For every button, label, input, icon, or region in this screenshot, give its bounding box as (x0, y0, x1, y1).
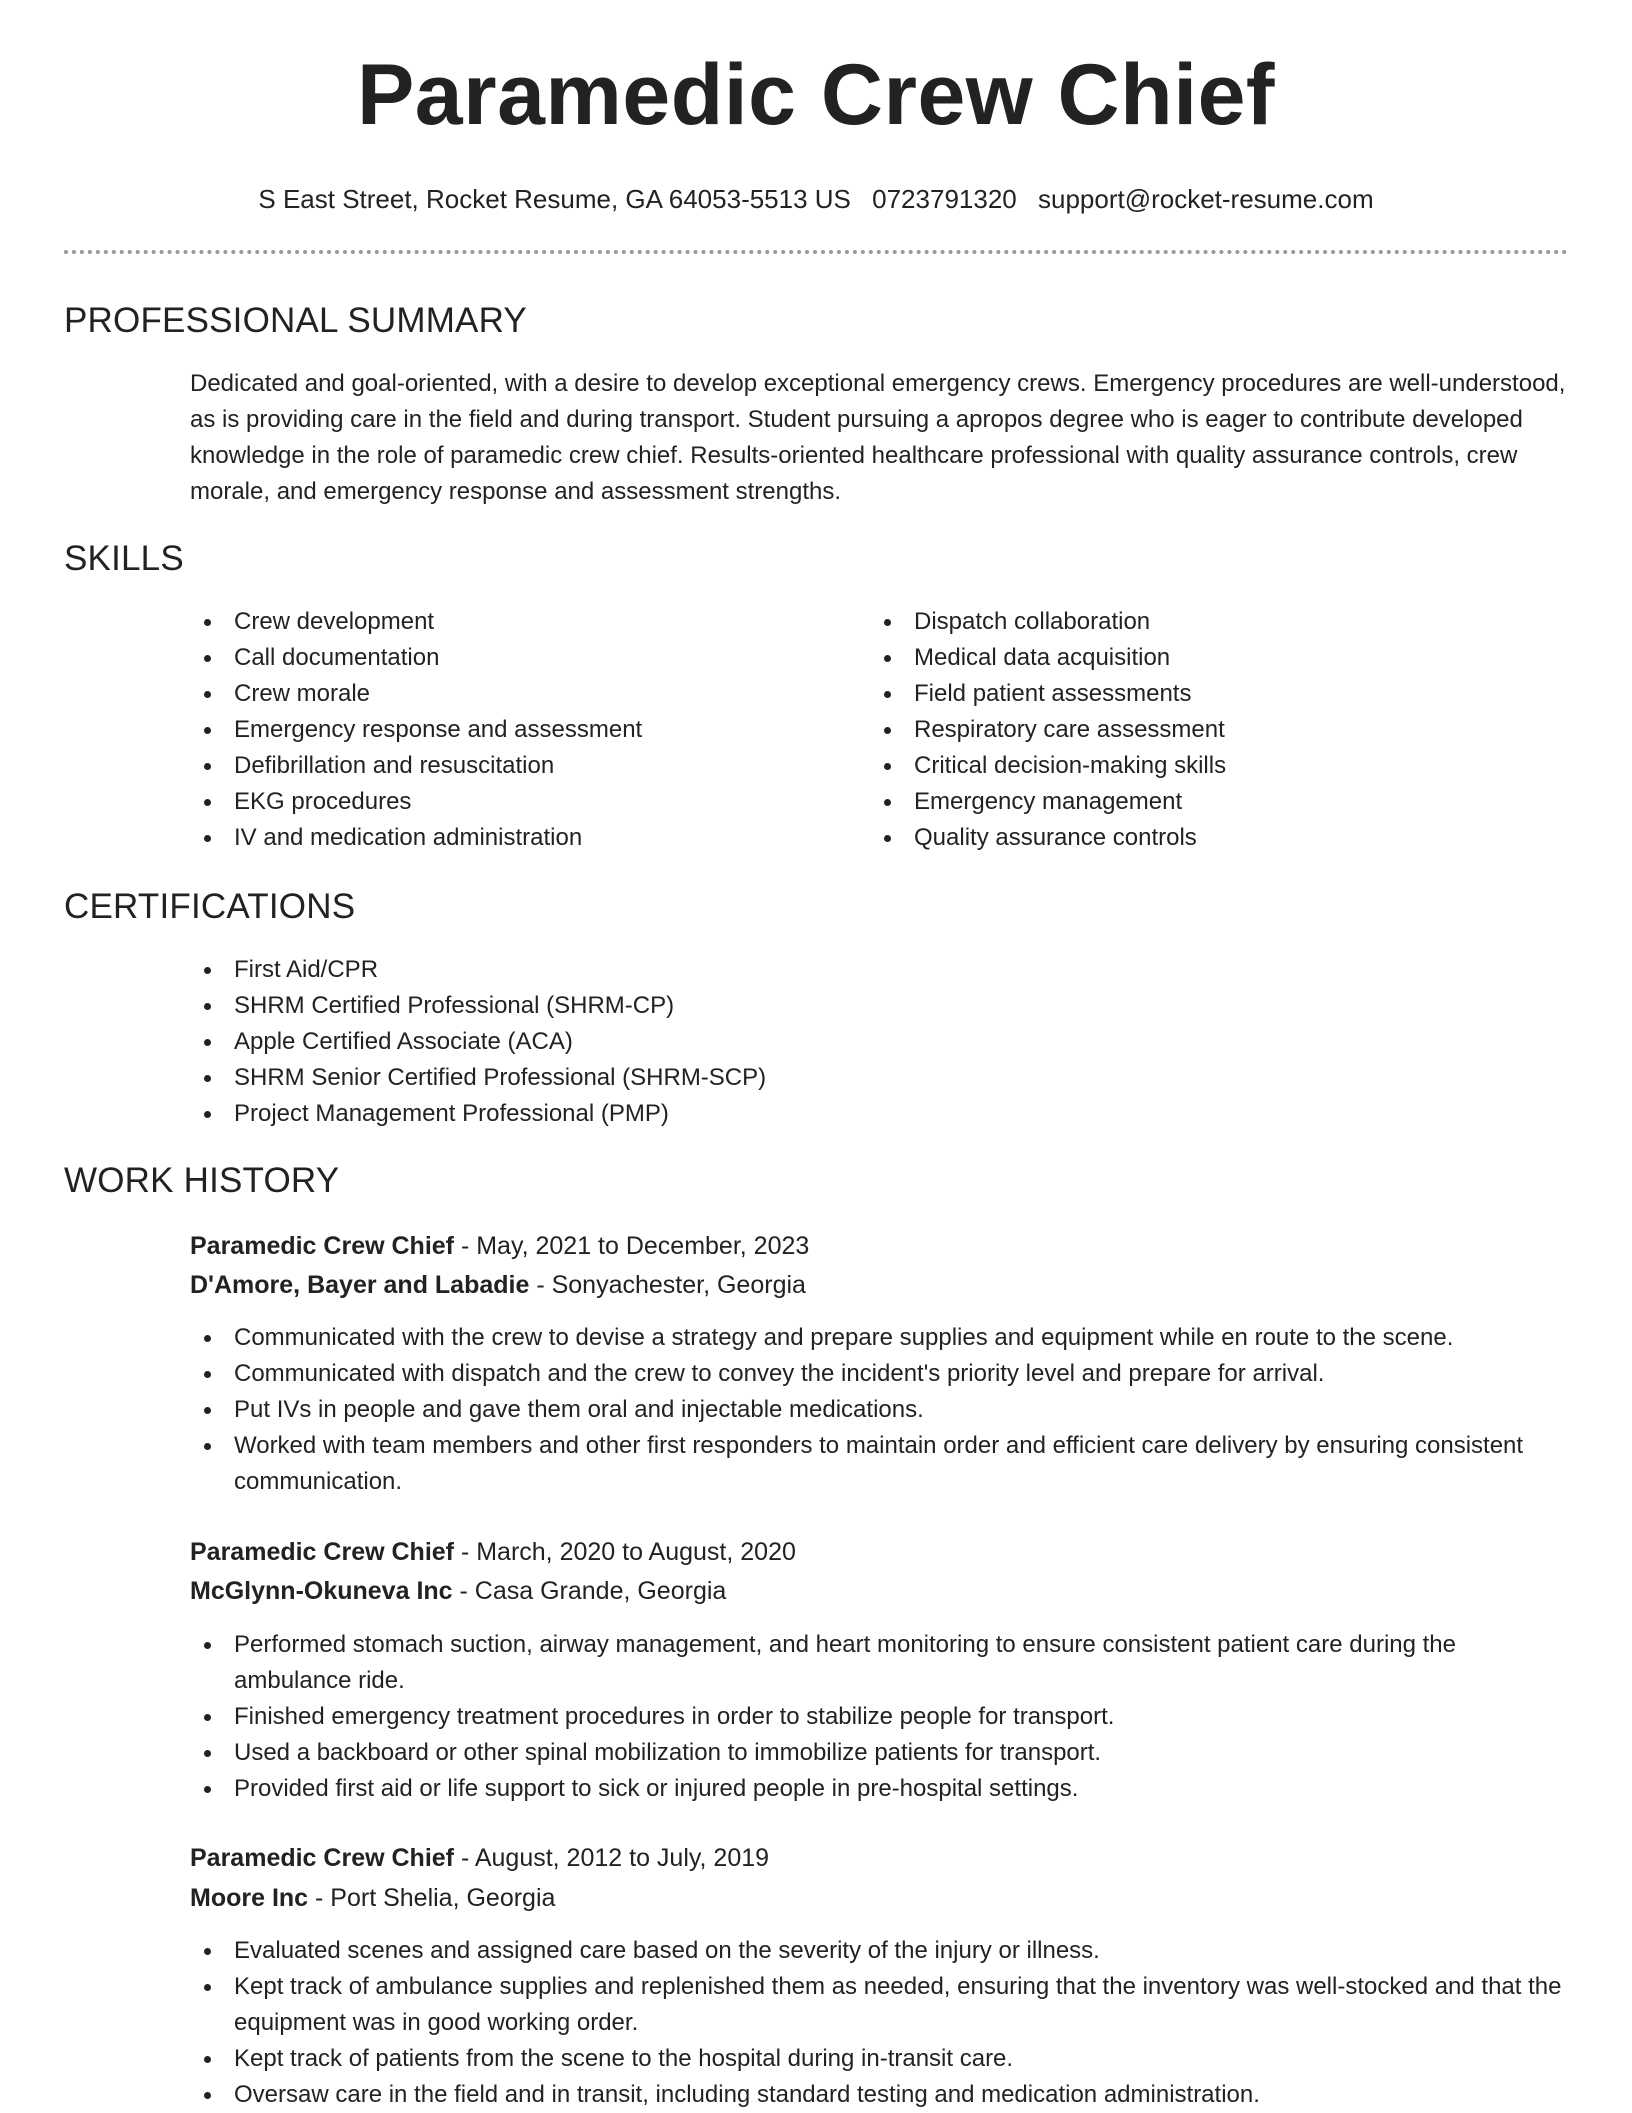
list-item: Emergency management (870, 784, 1530, 820)
list-item: Crew morale (190, 676, 850, 712)
list-item: Kept track of patients from the scene to the hospital during in-transit care. (190, 2041, 1570, 2077)
contact-address: S East Street, Rocket Resume, GA 64053-5513 US (258, 184, 851, 214)
job-dates: - March, 2020 to August, 2020 (454, 1538, 796, 1566)
skills-list-left (190, 604, 850, 856)
list-item: Crew development (190, 604, 850, 640)
list-item: EKG procedures (190, 784, 850, 820)
job-dates: - August, 2012 to July, 2019 (454, 1844, 770, 1872)
list-item: SHRM Senior Certified Professional (SHRM-SCP) (190, 1060, 1570, 1096)
list-item: Provided first aid or life support to sick or injured people in pre-hospital settings. (190, 1771, 1570, 1807)
skills-list-right (870, 604, 1530, 856)
list-item: Oversaw care in the field and in transit, including standard testing and medication administration. (190, 2077, 1570, 2113)
list-item: Evaluated scenes and assigned care based on the severity of the injury or illness. (190, 1933, 1570, 1969)
job-bullets (190, 1627, 1570, 1807)
list-item: Kept track of ambulance supplies and replenished them as needed, ensuring that the inventory was well-stocked and that the equipment was in good working order. (190, 1969, 1570, 2041)
job-title: Paramedic Crew Chief (190, 1538, 454, 1566)
list-item: Respiratory care assessment (870, 712, 1530, 748)
job-location: - Sonyachester, Georgia (529, 1271, 806, 1299)
summary-heading: PROFESSIONAL SUMMARY (64, 301, 527, 340)
list-item: Emergency response and assessment (190, 712, 850, 748)
job-company: Moore Inc (190, 1884, 309, 1912)
job-title-line (190, 1228, 809, 1264)
list-item: Defibrillation and resuscitation (190, 748, 850, 784)
header-divider (64, 250, 1568, 254)
job-dates: - May, 2021 to December, 2023 (454, 1232, 810, 1260)
job-title: Paramedic Crew Chief (190, 1232, 454, 1260)
contact-line (0, 184, 1632, 214)
list-item: Finished emergency treatment procedures in order to stabilize people for transport. (190, 1699, 1570, 1735)
skills-heading: SKILLS (64, 539, 184, 578)
list-item: IV and medication administration (190, 820, 850, 856)
contact-phone: 0723791320 (872, 184, 1017, 214)
certifications-heading: CERTIFICATIONS (64, 887, 356, 926)
list-item: SHRM Certified Professional (SHRM-CP) (190, 988, 1570, 1024)
list-item: Field patient assessments (870, 676, 1530, 712)
certifications-list (190, 952, 1570, 1132)
job-bullets (190, 1933, 1570, 2113)
list-item: Put IVs in people and gave them oral and injectable medications. (190, 1392, 1570, 1428)
list-item: Critical decision-making skills (870, 748, 1530, 784)
list-item: Communicated with dispatch and the crew to convey the incident's priority level and prepare for arrival. (190, 1356, 1570, 1392)
contact-email: support@rocket-resume.com (1037, 184, 1374, 214)
list-item: Quality assurance controls (870, 820, 1530, 856)
job-title: Paramedic Crew Chief (190, 1844, 454, 1872)
job-location: - Port Shelia, Georgia (308, 1884, 556, 1912)
list-item: Dispatch collaboration (870, 604, 1530, 640)
list-item: Apple Certified Associate (ACA) (190, 1024, 1570, 1060)
resume-name: Paramedic Crew Chief (356, 47, 1276, 143)
job-title-line (190, 1534, 796, 1570)
job-company-line (190, 1880, 555, 1916)
list-item: Used a backboard or other spinal mobilization to immobilize patients for transport. (190, 1735, 1570, 1771)
list-item: Project Management Professional (PMP) (190, 1096, 1570, 1132)
job-company: D'Amore, Bayer and Labadie (190, 1271, 530, 1299)
list-item: Call documentation (190, 640, 850, 676)
list-item: Medical data acquisition (870, 640, 1530, 676)
job-title-line (190, 1840, 769, 1876)
list-item: Communicated with the crew to devise a strategy and prepare supplies and equipment while en route to the scene. (190, 1320, 1570, 1356)
list-item: Worked with team members and other first responders to maintain order and efficient care delivery by ensuring consistent communication. (190, 1428, 1570, 1500)
list-item: First Aid/CPR (190, 952, 1570, 988)
job-company-line (190, 1573, 726, 1609)
summary-text: Dedicated and goal-oriented, with a desire to develop exceptional emergency crews. Emergency procedures are well-understood, as is providing care in the field and during transport. Student pursuing a apropos degree who is eager to contribute developed knowledge in the role of paramedic crew chief. Results-oriented healthcare professional with quality assurance controls, crew morale, and emergency response and assessment strengths. (190, 370, 1566, 505)
job-company: McGlynn-Okuneva Inc (190, 1577, 453, 1605)
job-location: - Casa Grande, Georgia (452, 1577, 727, 1605)
list-item: Performed stomach suction, airway management, and heart monitoring to ensure consistent patient care during the ambulance ride. (190, 1627, 1570, 1699)
work-history-heading: WORK HISTORY (64, 1161, 340, 1200)
job-bullets (190, 1320, 1570, 1500)
job-company-line (190, 1267, 806, 1303)
